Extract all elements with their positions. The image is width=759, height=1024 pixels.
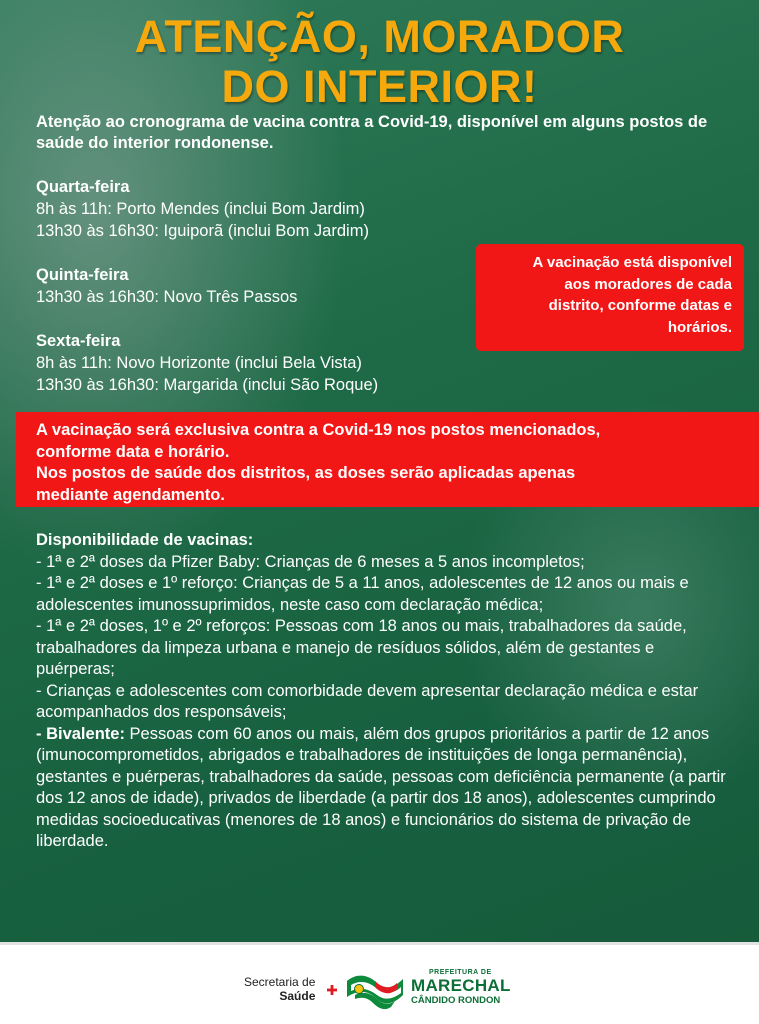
- notice-line: horários.: [667, 318, 732, 336]
- intro-text: Atenção ao cronograma de vacina contra a Covid-19, disponível em alguns postos de saúde do interior rondonense.: [36, 113, 708, 152]
- bivalente-label: - Bivalente:: [36, 724, 125, 743]
- availability-heading: Disponibilidade de vacinas:: [36, 531, 254, 549]
- availability-item: - 1ª e 2ª doses, 1º e 2º reforços: Pessoas com 18 anos ou mais, trabalhadores da saúde, trabalhadores da limpeza urbana e manejo de resíduos sólidos, além de gestantes e puérperas;: [36, 617, 687, 678]
- availability-item: - Crianças e adolescentes com comorbidade devem apresentar declaração médica e estar acompanhados dos responsáveis;: [36, 681, 699, 721]
- notice-line: distrito, conforme datas e: [548, 297, 732, 314]
- availability-item: - 1ª e 2ª doses e 1º reforço: Crianças de 5 a 11 anos, adolescentes de 12 anos ou mais e adolescentes imunossuprimidos, neste caso com declaração médica;: [36, 574, 689, 614]
- prefeitura-label: PREFEITURA DE: [429, 969, 492, 976]
- exclusive-vaccination-banner: [16, 412, 759, 507]
- banner-line: mediante agendamento.: [36, 485, 225, 504]
- day-heading: Quinta-feira: [36, 266, 129, 284]
- saude-label: Saúde: [279, 989, 316, 1003]
- notice-line: A vacinação está disponível: [532, 254, 732, 271]
- title-line-1: ATENÇÃO, MORADOR: [134, 11, 625, 62]
- secretaria-label: Secretaria de: [244, 975, 316, 989]
- page-title: [0, 12, 759, 112]
- day-heading: Quarta-feira: [36, 178, 130, 196]
- banner-line: Nos postos de saúde dos distritos, as doses serão aplicadas apenas: [36, 464, 576, 482]
- schedule-item: 13h30 às 16h30: Margarida (inclui São Roque): [36, 376, 379, 394]
- secretaria-saude-logo: [244, 975, 315, 1003]
- schedule-item: 13h30 às 16h30: Iguiporã (inclui Bom Jardim): [36, 222, 369, 240]
- schedule-item: 8h às 11h: Novo Horizonte (inclui Bela Vista): [36, 354, 362, 372]
- banner-line: conforme data e horário.: [36, 442, 230, 461]
- schedule-item: 13h30 às 16h30: Novo Três Passos: [36, 288, 298, 306]
- red-cross-icon: [327, 985, 337, 995]
- availability-item: - 1ª e 2ª doses da Pfizer Baby: Crianças de 6 meses a 5 anos incompletos;: [36, 552, 585, 571]
- banner-line: A vacinação será exclusiva contra a Covid-19 nos postos mencionados,: [36, 421, 601, 439]
- marechal-label: MARECHAL: [411, 976, 511, 995]
- candido-rondon-label: CÂNDIDO RONDON: [411, 995, 501, 1006]
- title-line-2: DO INTERIOR!: [221, 61, 538, 112]
- day-heading: Sexta-feira: [36, 332, 121, 350]
- schedule-friday: [36, 330, 378, 396]
- municipal-flag-icon: [345, 967, 405, 1011]
- notice-line: aos moradores de cada: [564, 275, 732, 293]
- prefeitura-logo: [411, 969, 511, 1006]
- vaccine-availability: [36, 530, 726, 853]
- bivalente-text: Pessoas com 60 anos ou mais, além dos grupos prioritários a partir de 12 anos (imunocomprometidos, abrigados e trabalhadores de instituições de longa permanência), gestantes e puérperas, trabalhadores da saúde, pessoas com deficiência permanente (a partir dos 12 anos de idade), privados de liberdade (a partir dos 18 anos), adolescentes cumprindo medidas socioeducativas (menores de 18 anos) e funcionários do sistema de privação de liberdade.: [36, 724, 726, 850]
- footer: [0, 942, 759, 1024]
- schedule-item: 8h às 11h: Porto Mendes (inclui Bom Jardim): [36, 200, 365, 218]
- schedule-thursday: [36, 264, 297, 308]
- schedule-wednesday: [36, 176, 369, 242]
- availability-notice: [476, 244, 744, 351]
- availability-item-bivalente: [36, 724, 726, 853]
